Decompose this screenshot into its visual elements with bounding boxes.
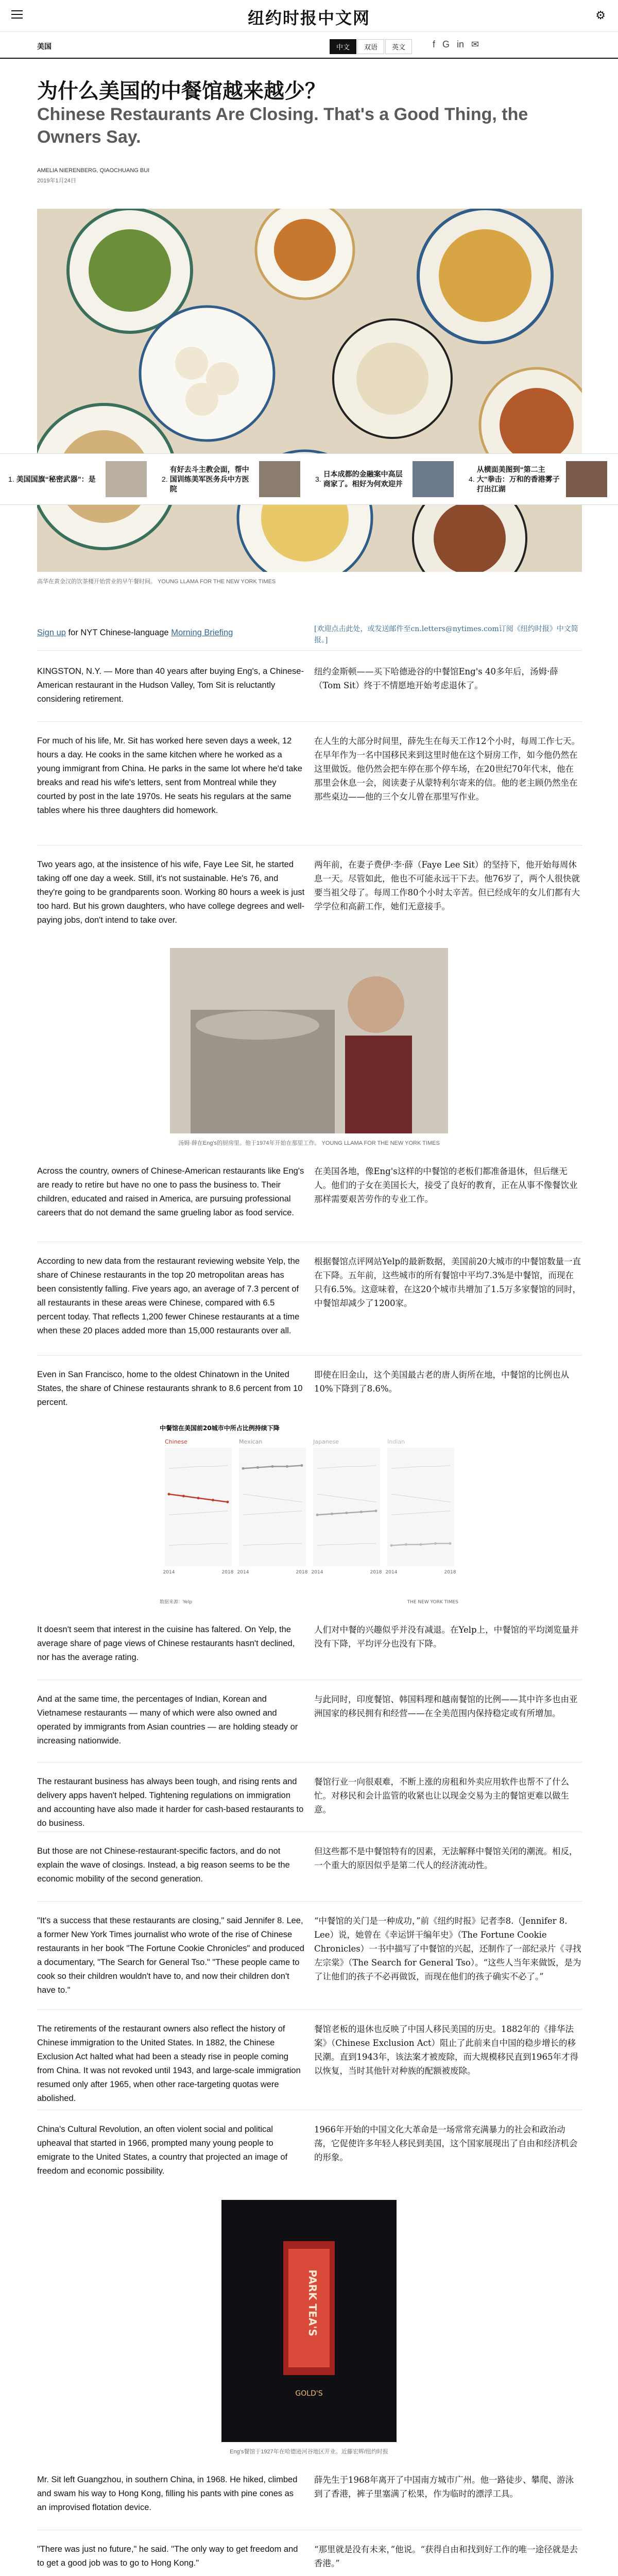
data-point bbox=[242, 1467, 245, 1470]
data-point bbox=[434, 1542, 437, 1545]
figure-sign bbox=[221, 2200, 397, 2442]
related-title[interactable]: 从横面美图到“第二主大”拳击：万和的香港雾子打出江湖 bbox=[476, 465, 560, 493]
para-cn: 但这些都不是中餐馆特有的因素，无法解释中餐馆关闭的潮流。相反，一个重大的原因似乎是第二代人的经济流动性。 bbox=[314, 1846, 578, 1870]
linkedin-icon[interactable]: in bbox=[457, 39, 465, 49]
divider bbox=[37, 1901, 582, 1902]
para-en: For much of his life, Mr. Sit has worked here seven days a week, 12 hours a day. He cooks in the same kitchen where he worked as a young immigrant from China. He parks in the same lot where he'd take breaks and read his wife's letters, sent from Montreal while they courted by post in the late 1970s. He seats his regulars at the same tables where his three daughters did homework. bbox=[37, 736, 302, 815]
divider bbox=[37, 650, 582, 651]
related-thumbnail bbox=[106, 461, 147, 497]
google-icon[interactable]: G bbox=[442, 39, 450, 49]
x-tick-label: 2014 bbox=[237, 1570, 249, 1575]
para-cn: 两年前，在妻子费伊·李·薛（Faye Lee Sit）的坚持下，他开始每周休息一天。尽管如此，他也不可能永远干下去。他76岁了，两个人很快就要当祖父母了。每周工作80个小时太辛苦。但已经成年的女儿们都有大学学位和高薪工作，她们无意接手。 bbox=[314, 860, 580, 911]
data-point bbox=[227, 1501, 229, 1503]
data-point bbox=[256, 1466, 259, 1469]
para-cn: 1966年开始的中国文化大革命是一场常常充满暴力的社会和政治动荡，它促使许多年轻人移民到美国，这个国家展现出了自由和经济机会的形象。 bbox=[314, 2125, 578, 2162]
share-bar bbox=[433, 39, 479, 50]
data-point bbox=[375, 1510, 377, 1512]
site-logo[interactable]: 纽约时报中文网 bbox=[247, 8, 370, 28]
facebook-icon[interactable]: f bbox=[433, 39, 436, 49]
headline-chinese: 为什么美国的中餐馆越来越少？ bbox=[37, 79, 325, 103]
para-cn: 薛先生于1968年离开了中国南方城市广州。他一路徒步、攀爬、游泳到了香港，裤子里塞满了松果，作为临时的漂浮工具。 bbox=[314, 2475, 574, 2499]
x-tick-label: 2018 bbox=[444, 1570, 456, 1575]
para-en: It doesn't seem that interest in the cuisine has faltered. On Yelp, the average share of page views of Chinese restaurants hasn't declined, nor has the average rating. bbox=[37, 1625, 295, 1662]
sign-subtext: GOLD'S bbox=[295, 2389, 323, 2398]
related-number: 4. bbox=[469, 475, 475, 483]
para-cn: 即使在旧金山，这个美国最古老的唐人街所在地，中餐馆的比例也从10%下降到了8.6%。 bbox=[314, 1370, 569, 1394]
data-point bbox=[360, 1511, 363, 1513]
para-en: KINGSTON, N.Y. — More than 40 years after buying Eng's, a Chinese-American restaurant in the Hudson Valley, Tom Sit is reluctantly considering retirement. bbox=[37, 667, 304, 704]
section-label[interactable]: 美国 bbox=[37, 42, 52, 50]
series-label: Japanese bbox=[313, 1438, 339, 1445]
para-cn: 餐馆老板的退休也反映了中国人移民美国的历史。1882年的《排华法案》（Chinese Exclusion Act）阻止了此前来自中国的稳步增长的移民潮。直到1943年，该法案才被废除，而大规模移民直到1965年才得以恢复，当时其他针对种族的配额被废除。 bbox=[314, 2024, 578, 2076]
para-cn: 纽约金斯顿——买下哈德逊谷的中餐馆Eng's 40多年后，汤姆·薛（Tom Sit）终于不情愿地开始考虑退休了。 bbox=[314, 667, 558, 690]
data-point bbox=[197, 1497, 200, 1499]
divider bbox=[37, 2009, 582, 2010]
lang-tab-bilingual[interactable]: 双语 bbox=[357, 39, 384, 54]
chart-credit: THE NEW YORK TIMES bbox=[407, 1600, 458, 1605]
mail-icon[interactable]: ✉ bbox=[471, 39, 479, 49]
data-point bbox=[168, 1493, 170, 1496]
x-tick-label: 2018 bbox=[221, 1570, 234, 1575]
x-tick-label: 2014 bbox=[385, 1570, 398, 1575]
data-point bbox=[212, 1499, 214, 1501]
lang-tab-english[interactable]: 英文 bbox=[385, 39, 412, 54]
data-point bbox=[301, 1464, 303, 1467]
data-point bbox=[346, 1512, 348, 1514]
related-item[interactable] bbox=[465, 461, 618, 497]
related-title[interactable]: 日本成都的金融案中高层商家了。相好为何欢迎并 bbox=[323, 470, 403, 488]
related-number: 1. bbox=[8, 475, 14, 483]
lang-tab-chinese[interactable]: 中文 bbox=[330, 39, 356, 54]
series-label: Indian bbox=[387, 1438, 405, 1445]
data-point bbox=[286, 1465, 288, 1468]
data-point bbox=[449, 1542, 452, 1545]
para-en: Two years ago, at the insistence of his wife, Faye Lee Sit, he started taking off one day a week. Still, it's not sustainable. He's 76, and they're going to be grandparents soon. Working 80 hours a week is just too hard. But his grown daughters, who have college degrees and well-paying jobs, don't intend to take over. bbox=[37, 860, 305, 925]
para-cn: 根据餐馆点评网站Yelp的最新数据，美国前20大城市的中餐馆数量一直在下降。五年前，这些城市的所有餐馆中平均7.3%是中餐馆，而现在只有6.5%。这意味着，在这20个城市共增加了1.5万多家餐馆的同时，中餐馆却减少了1200家。 bbox=[314, 1257, 581, 1308]
signup-cn[interactable]: [欢迎点击此处，或发送邮件至cn.letters@nytimes.com订阅《纽约时报》中文简报。] bbox=[314, 625, 578, 645]
data-point bbox=[420, 1543, 422, 1546]
data-point bbox=[390, 1544, 393, 1547]
para-cn: “中餐馆的关门是一种成功，”前《纽约时报》记者李8.（Jennifer 8. Lee）说，她曾在《幸运饼干编年史》（The Fortune Cookie Chronicles）一书中描写了中餐馆的兴起，还制作了一部纪录片《寻找左宗棠》（The Search for General Tso）。“这些人当年来做饭，是为了让他们的孩子不必再做饭，而现在他们的孩子确实不必了。” bbox=[314, 1916, 581, 1981]
language-switch bbox=[330, 39, 413, 54]
hero-image bbox=[37, 209, 582, 572]
figure-caption: Eng's餐馆于1927年在哈德逊河谷地区开业。近藤宏辉/纽约时报 bbox=[230, 2449, 388, 2455]
series-label: Chinese bbox=[165, 1438, 187, 1445]
para-en: The restaurant business has always been tough, and rising rents and delivery apps haven't helped. Tightening regulations on immigration and accounting have also made it harder for cash-based restaurants to do business. bbox=[37, 1777, 304, 1828]
related-item[interactable] bbox=[158, 461, 311, 497]
para-en: The retirements of the restaurant owners also reflect the history of Chinese immigration to the United States. In 1882, the Chinese Exclusion Act halted what had been a steady rise in people coming from China. It was not revoked until 1943, and large-scale immigration resumed only after 1965, when other race-targeting quotas were abolished. bbox=[37, 2024, 301, 2103]
chart bbox=[160, 1422, 458, 1607]
para-cn: 餐馆行业一向很艰难，不断上涨的房租和外卖应用软件也帮不了什么忙。对移民和会计监管的收紧也让以现金交易为主的餐馆更难以做生意。 bbox=[314, 1777, 569, 1815]
morning-briefing-link[interactable]: Morning Briefing bbox=[171, 628, 233, 637]
para-en: But those are not Chinese-restaurant-specific factors, and do not explain the wave of closings. Instead, a big reason seems to be the economic mobility of the second generation. bbox=[37, 1846, 290, 1884]
related-number: 2. bbox=[162, 475, 168, 483]
related-title[interactable]: 美国国旗“秘密武器”：是 bbox=[16, 474, 96, 483]
figure-kitchen bbox=[170, 948, 448, 1133]
para-cn: 与此同时，印度餐馆、韩国料理和越南餐馆的比例——其中许多也由亚洲国家的移民拥有和经营——在全美范围内保持稳定或有所增加。 bbox=[314, 1694, 578, 1718]
gear-icon[interactable]: ⚙ bbox=[595, 9, 606, 22]
hero-caption: 高华在黄金汉的饮茶楼开始营业的早午餐时间。 YOUNG LLAMA FOR THE NEW YORK TIMES bbox=[37, 579, 276, 585]
related-thumbnail bbox=[566, 461, 607, 497]
para-en: "It's a success that these restaurants are closing," said Jennifer 8. Lee, a former New York Times journalist who wrote of the rise of Chinese restaurants in her book "The Fortune Cookie Chronicles" and produced a documentary, "The Search for General Tso." "These people came to cook so their children wouldn't have to, and now their children don't have to." bbox=[37, 1916, 304, 1995]
signup-link[interactable]: Sign up bbox=[37, 628, 66, 637]
chart-svg bbox=[160, 1422, 458, 1607]
related-number: 3. bbox=[315, 475, 321, 483]
series-label: Mexican bbox=[239, 1438, 263, 1445]
para-cn: “那里就是没有未来，”他说。“获得自由和找到好工作的唯一途径就是去香港。” bbox=[314, 2545, 578, 2568]
chart-panel bbox=[312, 1438, 382, 1575]
related-item[interactable] bbox=[4, 461, 158, 497]
divider bbox=[37, 721, 582, 722]
data-point bbox=[182, 1495, 185, 1497]
chart-panel-bg bbox=[313, 1448, 380, 1566]
chart-panel-bg bbox=[165, 1448, 232, 1566]
x-tick-label: 2018 bbox=[296, 1570, 308, 1575]
x-tick-label: 2014 bbox=[163, 1570, 175, 1575]
sign-text: PARK TEA'S bbox=[306, 2269, 319, 2336]
related-articles bbox=[0, 453, 618, 505]
chart-panel bbox=[163, 1438, 234, 1575]
publish-date: 2019年1月24日 bbox=[37, 178, 76, 184]
figure-caption: 汤姆·薛在Eng's的厨房里。他于1974年开始在那里工作。 YOUNG LLAMA FOR THE NEW YORK TIMES bbox=[178, 1140, 440, 1146]
para-en: And at the same time, the percentages of Indian, Korean and Vietnamese restaurants — many of which were also owned and operated by immigrants from Asian countries — are holding steady or increasing nationwide. bbox=[37, 1694, 298, 1745]
top-bar bbox=[0, 0, 618, 32]
para-en: Across the country, owners of Chinese-American restaurants like Eng's are ready to retire but have no one to pass the business to. Their children, educated and raised in America, are pursuing professional careers that do not demand the same grueling labor as food service. bbox=[37, 1166, 304, 1217]
headline-english: Chinese Restaurants Are Closing. That's a Good Thing, the Owners Say. bbox=[37, 105, 528, 147]
section-bar bbox=[0, 32, 618, 59]
para-en: Even in San Francisco, home to the oldest Chinatown in the United States, the share of Chinese restaurants shrank to 8.6 percent from 10 percent. bbox=[37, 1370, 303, 1407]
para-cn: 在美国各地，像Eng's这样的中餐馆的老板们都准备退休，但后继无人。他们的子女在美国长大，接受了良好的教育，正在从事不像餐饮业那样需要艰苦劳作的专业工作。 bbox=[314, 1166, 578, 1204]
related-thumbnail bbox=[259, 461, 300, 497]
signup-en bbox=[37, 626, 305, 640]
data-point bbox=[331, 1513, 333, 1515]
signup-text: for NYT Chinese-language bbox=[65, 628, 171, 637]
para-cn: 在人生的大部分时间里，薛先生在每天工作12个小时，每周工作七天。在早年作为一名中国移民来到这里时他在这个厨房工作，如今他仍然在这里做饭。他仍然会把车停在那个停车场，在20世纪70年代末，他在那里会休息一会，阅读妻子从蒙特利尔寄来的信。他的老主顾仍然坐在那些桌边——他的三个女儿曾在那里写作业。 bbox=[314, 736, 580, 802]
x-tick-label: 2018 bbox=[370, 1570, 382, 1575]
chart-source: 数据来源：Yelp bbox=[160, 1600, 193, 1605]
para-en: "There was just no future," he said. "The only way to get freedom and to get a good job was to go to Hong Kong." bbox=[37, 2545, 298, 2568]
x-tick-label: 2014 bbox=[311, 1570, 323, 1575]
para-en: According to new data from the restaurant reviewing website Yelp, the share of Chinese restaurants in the top 20 metropolitan areas has been consistently falling. Five years ago, an average of 7.3 percent of all restaurants in these areas were Chinese, compared with 6.5 percent today. That reflects 1,200 fewer Chinese restaurants at a time when these 20 places added more than 15,000 restaurants over all. bbox=[37, 1257, 300, 1335]
related-thumbnail bbox=[413, 461, 454, 497]
byline: AMELIA NIERENBERG, QIAOCHUANG BUI bbox=[37, 167, 150, 174]
chart-panel bbox=[237, 1438, 308, 1575]
para-cn: 人们对中餐的兴趣似乎并没有减退。在Yelp上，中餐馆的平均浏览量并没有下降，平均评分也没有下降。 bbox=[314, 1625, 579, 1649]
data-point bbox=[316, 1514, 319, 1516]
data-point bbox=[405, 1543, 407, 1546]
data-point bbox=[271, 1465, 274, 1468]
related-title[interactable]: 有好去斗主教会面，帮中国训练美军医务兵中方医院 bbox=[169, 465, 249, 493]
chart-panel bbox=[386, 1438, 456, 1575]
chart-title: 中餐馆在美国前20城市中所占比例持续下降 bbox=[160, 1425, 280, 1432]
para-en: Mr. Sit left Guangzhou, in southern China, in 1968. He hiked, climbed and swam his way to Hong Kong, filling his pants with pine cones as an improvised flotation device. bbox=[37, 2475, 298, 2512]
related-item[interactable] bbox=[311, 461, 465, 497]
chart-panel-bg bbox=[387, 1448, 454, 1566]
para-en: China's Cultural Revolution, an often violent social and political upheaval that started in 1966, prompted many young people to emigrate to the United States, a country that projected an image of freedom and economic possibility. bbox=[37, 2125, 288, 2176]
